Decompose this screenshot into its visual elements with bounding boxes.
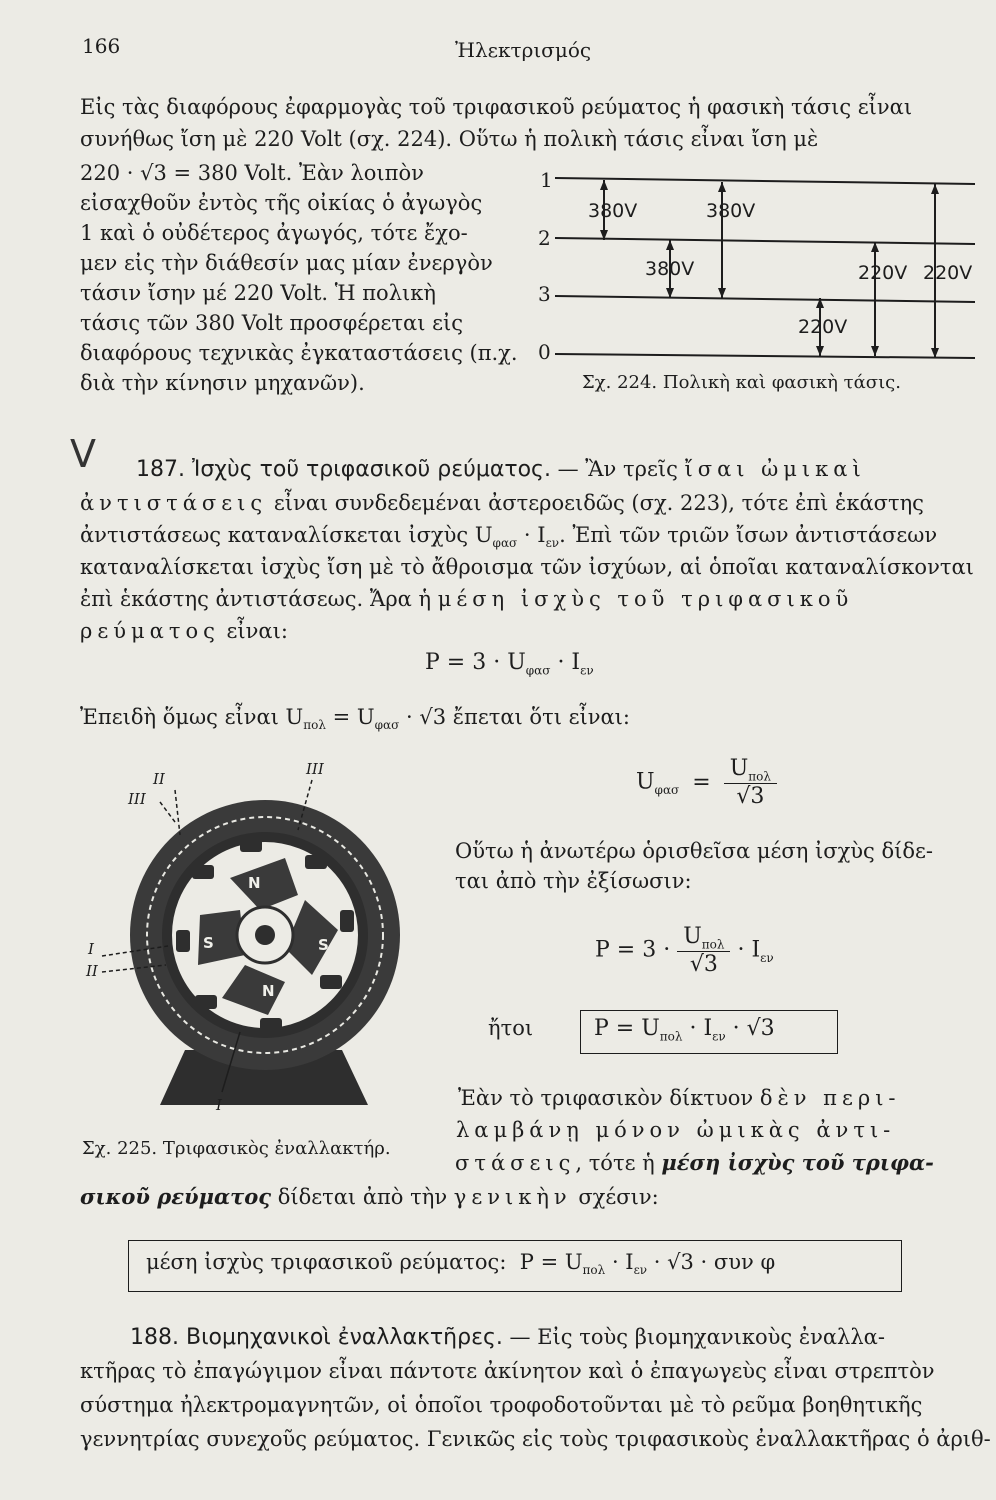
text-span: = U xyxy=(325,705,375,729)
spaced-word: στάσεις xyxy=(455,1151,576,1175)
text-span: εἶναι: xyxy=(219,619,288,643)
text-line: Οὕτω ἡ ἀνωτέρω ὁρισθεῖσα μέση ἰσχὺς δίδε- xyxy=(455,839,933,863)
denominator: √3 xyxy=(736,784,765,810)
intro-wrap-line: εἰσαχθοῦν ἐντὸς τῆς οἰκίας ὁ ἀγωγὸς xyxy=(80,191,483,215)
text-span: δίδεται ἀπὸ τὴν xyxy=(271,1185,454,1209)
emphasis: μέση ἰσχὺς τοῦ τριφα- xyxy=(661,1150,934,1175)
subscript: πολ xyxy=(303,718,326,733)
text-span: εἶναι συνδεδεμέναι ἀστεροειδῶς (σχ. 223), τότε ἐπὶ ἑκάστης xyxy=(267,491,924,515)
intro-wrap-text xyxy=(80,158,518,398)
spaced-phrase: μέση ἰσχὺς τοῦ τριφασικοῦ xyxy=(437,587,854,611)
formula-part: · √3 · συν φ xyxy=(647,1250,776,1274)
subscript: πολ xyxy=(701,937,725,952)
intro-wrap-line: μεν εἰς τὴν διάθεσίν μας μίαν ἐνεργὸν xyxy=(80,251,493,275)
formula-part: P = 3 · xyxy=(595,937,671,963)
pole-label: N xyxy=(248,874,261,892)
voltage-label: 220V xyxy=(923,262,973,284)
margin-mark: V xyxy=(70,432,96,476)
subscript: φασ xyxy=(374,718,400,733)
intro-wrap-line: τάσις τῶν 380 Volt προσφέρεται εἰς xyxy=(80,311,463,335)
figure-225-alternator xyxy=(80,760,420,1130)
intro-wrap-line: τάσιν ἴσην μέ 220 Volt. Ἡ πολικὴ xyxy=(80,281,436,305)
formula-part: · I xyxy=(605,1250,634,1274)
emphasis: σικοῦ ρεύματος xyxy=(80,1184,272,1209)
figure-224-diagram xyxy=(530,160,980,400)
voltage-label: 220V xyxy=(858,262,908,284)
formula-part: · I xyxy=(737,937,761,963)
formula-part: P = 3 · U xyxy=(425,650,526,675)
htoi-label: ἤτοι xyxy=(488,1016,534,1040)
since-line xyxy=(80,702,630,740)
formula-phase-voltage: $U_{\varphi\alpha\sigma}$ = $\frac{U_{\pi o\lambda}}{√3}$ xyxy=(636,756,777,809)
after-formula-text xyxy=(455,836,933,896)
text-line xyxy=(80,616,288,646)
intro-line-1: Εἰς τὰς διαφόρους ἐφαρμογὰς τοῦ τριφασικοῦ ρεύματος ἡ φασικὴ τάσις εἶναι xyxy=(80,95,913,119)
fraction xyxy=(724,756,777,809)
text-line: κτῆρας τὸ ἐπαγώγιμον εἶναι πάντοτε ἀκίνητον καὶ ὁ ἐπαγωγεὺς εἶναι στρεπτὸν xyxy=(80,1359,935,1383)
intro-wrap-line: διὰ τὴν κίνησιν μηχανῶν). xyxy=(80,371,365,395)
text-span: Ἐπειδὴ ὅμως εἶναι U xyxy=(80,705,304,729)
voltage-label: 380V xyxy=(588,200,638,222)
formula-part: P = U xyxy=(594,1016,660,1041)
numerator: U xyxy=(729,756,749,781)
formula-part: · I xyxy=(682,1016,713,1041)
intro-wrap-line: 1 καὶ ὁ οὐδέτερος ἀγωγός, τότε ἔχο- xyxy=(80,221,468,245)
subscript: εν xyxy=(633,1263,648,1278)
subscript: πολ xyxy=(659,1029,683,1044)
voltage-label: 220V xyxy=(798,316,848,338)
phase-label: II xyxy=(153,770,165,788)
phase-label: II xyxy=(86,962,98,980)
spaced-word: γενικὴν xyxy=(453,1185,572,1209)
page-number: 166 xyxy=(82,34,121,58)
text-line: ται ἀπὸ τὴν ἐξίσωσιν: xyxy=(455,869,692,893)
text-line xyxy=(80,584,853,614)
formula-part: · √3 xyxy=(725,1016,775,1041)
phase-label: III xyxy=(128,790,146,808)
wire-label-1: 1 xyxy=(540,168,553,192)
heading-tail: — Εἰς τοὺς βιομηχανικοὺς ἐναλλα- xyxy=(502,1325,885,1349)
formula-part: U xyxy=(636,769,655,795)
phase-label: I xyxy=(88,940,94,958)
text-line: καταναλίσκεται ἰσχὺς ἴση μὲ τὸ ἄθροισμα τῶν ἰσχύων, αἱ ὁποῖαι καταναλίσκονται xyxy=(80,555,974,579)
spaced-word: ἀντιστάσεις xyxy=(80,491,268,515)
intro-wrap-line: διαφόρους τεχνικὰς ἐγκαταστάσεις (π.χ. xyxy=(80,341,518,365)
subscript: φασ xyxy=(525,663,551,678)
text-line: γεννητρίας συνεχοῦς ρεύματος. Γενικῶς εἰς τοὺς τριφασικοὺς ἐναλλακτῆρας ὁ ἀριθ- xyxy=(80,1427,991,1451)
heading-tail: — Ἂν τρεῖς xyxy=(550,457,685,481)
section-188-heading: 188. Βιομηχανικοὶ ἐναλλακτῆρες. xyxy=(130,1325,503,1350)
subscript: εν xyxy=(545,536,560,551)
formula-part: · I xyxy=(550,650,581,675)
text-span: , τότε ἡ xyxy=(575,1151,662,1175)
section-187-heading: 187. Ἰσχὺς τοῦ τριφασικοῦ ρεύματος. xyxy=(136,457,551,482)
formula-part: P = U xyxy=(519,1250,583,1274)
numerator: U xyxy=(683,924,702,949)
text-span: ἐπὶ ἑκάστης ἀντιστάσεως. Ἄρα ἡ xyxy=(80,587,438,611)
text-span: . Ἐπὶ τῶν τριῶν ἴσων ἀντιστάσεων xyxy=(559,523,938,547)
voltage-label: 380V xyxy=(706,200,756,222)
para-line: λαμβάνῃ μόνον ὠμικὰς ἀντι- xyxy=(456,1118,896,1142)
section-188-heading-line xyxy=(130,1322,885,1353)
pole-label: S xyxy=(203,934,214,952)
spaced-word: δὲν περι- xyxy=(759,1086,901,1110)
intro-line-2: συνήθως ἴση μὲ 220 Volt (σχ. 224). Οὕτω ἡ πολικὴ τάσις εἶναι ἴση μὲ xyxy=(80,127,819,151)
phase-label: I xyxy=(216,1096,222,1114)
subscript: πολ xyxy=(582,1263,606,1278)
phase-label: III xyxy=(306,760,324,778)
formula-label: μέση ἰσχὺς τριφασικοῦ ρεύματος: xyxy=(146,1250,507,1274)
wire-label-0: 0 xyxy=(538,340,551,364)
subscript: εν xyxy=(580,663,594,678)
text-span: ἀντιστάσεως καταναλίσκεται ἰσχὺς U xyxy=(80,523,493,547)
para-line xyxy=(80,1182,659,1212)
subscript: πολ xyxy=(748,769,771,784)
text-line: σύστημα ἠλεκτρομαγνητῶν, οἱ ὁποῖοι τροφοδοτοῦνται μὲ τὸ ρεῦμα βοηθητικῆς xyxy=(80,1393,923,1417)
wire-label-2: 2 xyxy=(538,226,551,250)
text-span: Ἐὰν τὸ τριφασικὸν δίκτυον xyxy=(458,1086,760,1110)
section-187-heading-line xyxy=(136,454,866,485)
pole-label: S xyxy=(318,936,329,954)
text-span: · √3 ἔπεται ὅτι εἶναι: xyxy=(399,705,630,729)
para-line xyxy=(458,1086,901,1110)
running-title: Ἠλεκτρισμός xyxy=(455,38,592,62)
figure-225-caption: Σχ. 225. Τριφασικὸς ἐναλλακτήρ. xyxy=(82,1138,391,1159)
formula-power xyxy=(425,650,594,677)
voltage-label: 380V xyxy=(645,258,695,280)
pole-label: N xyxy=(262,982,275,1000)
subscript: φασ xyxy=(654,783,680,798)
text-line xyxy=(80,488,924,518)
figure-224-caption: Σχ. 224. Πολικὴ καὶ φασικὴ τάσις. xyxy=(582,372,901,393)
subscript: φασ xyxy=(492,536,518,551)
general-formula-text xyxy=(146,1250,775,1277)
wire-label-3: 3 xyxy=(538,282,551,306)
spaced-word: ρεύματος xyxy=(80,619,220,643)
intro-wrap-line: 220 · √3 = 380 Volt. Ἐὰν λοιπὸν xyxy=(80,161,424,185)
text-span: σχέσιν: xyxy=(571,1185,659,1209)
denominator: √3 xyxy=(689,952,718,978)
formula-power-polar xyxy=(595,924,774,977)
subscript: εν xyxy=(760,951,774,966)
subscript: εν xyxy=(712,1029,726,1044)
boxed-formula-text xyxy=(594,1016,775,1043)
spaced-phrase: ἴσαι ὠμικαὶ xyxy=(684,457,866,481)
text-span: · I xyxy=(517,523,546,547)
para-line xyxy=(455,1150,934,1175)
fraction xyxy=(677,924,730,977)
